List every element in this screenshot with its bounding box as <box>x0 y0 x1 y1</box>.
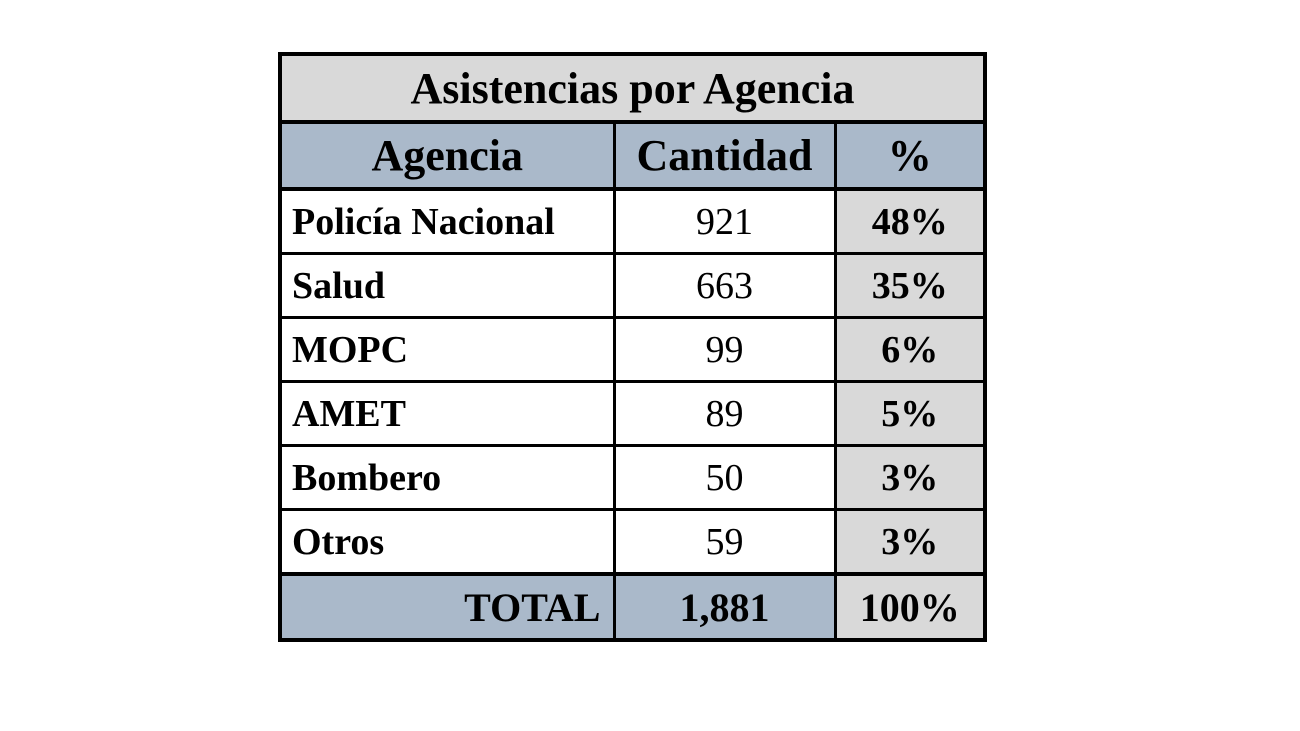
total-label: TOTAL <box>280 574 614 640</box>
total-count: 1,881 <box>614 574 835 640</box>
agency-name: Policía Nacional <box>280 189 614 254</box>
agency-count: 89 <box>614 382 835 446</box>
agency-name: MOPC <box>280 318 614 382</box>
column-header-agencia: Agencia <box>280 122 614 189</box>
asistencias-por-agencia-table <box>278 52 987 642</box>
agency-count: 663 <box>614 254 835 318</box>
agency-percent: 35% <box>835 254 985 318</box>
agency-count: 99 <box>614 318 835 382</box>
agency-count: 50 <box>614 446 835 510</box>
table-row-amet <box>280 382 985 446</box>
total-percent: 100% <box>835 574 985 640</box>
table-header-row <box>280 122 985 189</box>
agency-percent: 6% <box>835 318 985 382</box>
agency-name: AMET <box>280 382 614 446</box>
agency-percent: 3% <box>835 510 985 575</box>
asistencias-table-container <box>278 52 987 642</box>
agency-percent: 3% <box>835 446 985 510</box>
agency-name: Bombero <box>280 446 614 510</box>
agency-percent: 5% <box>835 382 985 446</box>
table-row-otros <box>280 510 985 575</box>
column-header-cantidad: Cantidad <box>614 122 835 189</box>
agency-name: Salud <box>280 254 614 318</box>
table-title: Asistencias por Agencia <box>280 54 985 122</box>
table-row-policia-nacional <box>280 189 985 254</box>
table-total-row <box>280 574 985 640</box>
table-title-row <box>280 54 985 122</box>
agency-name: Otros <box>280 510 614 575</box>
agency-count: 59 <box>614 510 835 575</box>
table-row-bombero <box>280 446 985 510</box>
column-header-pct: % <box>835 122 985 189</box>
agency-count: 921 <box>614 189 835 254</box>
table-row-mopc <box>280 318 985 382</box>
agency-percent: 48% <box>835 189 985 254</box>
table-row-salud <box>280 254 985 318</box>
